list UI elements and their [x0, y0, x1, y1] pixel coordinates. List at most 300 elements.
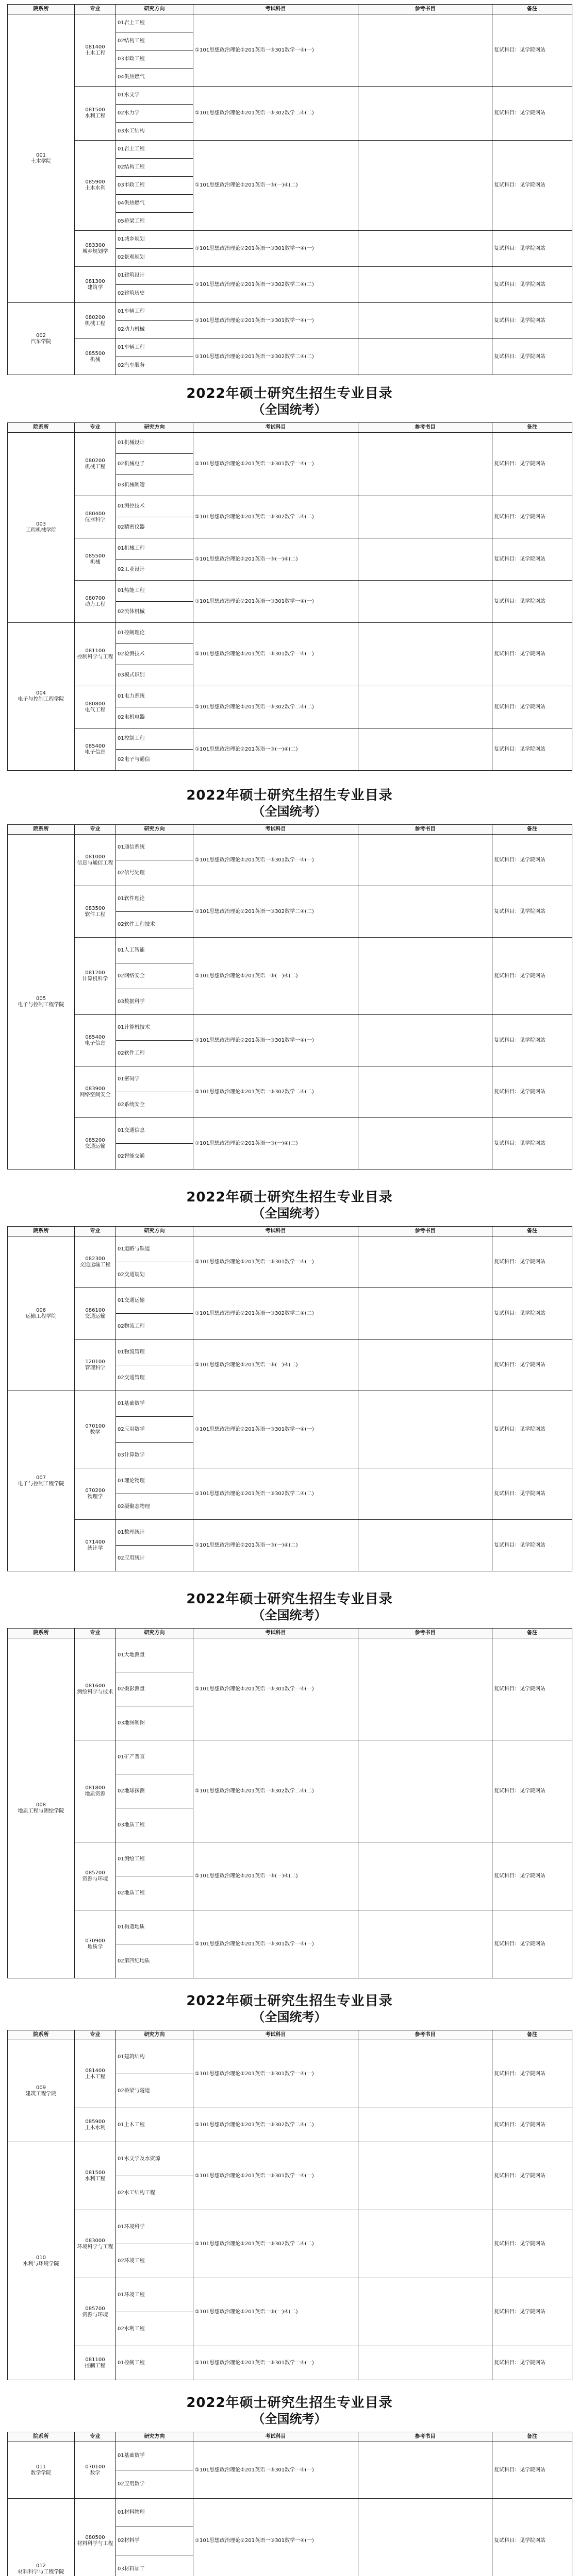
major-cell: 080200 机械工程	[75, 303, 116, 339]
direction-cell: 01测绘工程	[116, 1842, 193, 1876]
major-cell: 070100 数学	[75, 2442, 116, 2499]
reference-cell	[358, 538, 492, 581]
exam-cell: ①101思想政治理论②201英语一③(一)④(二)	[193, 141, 358, 231]
direction-cell: 01测控技术	[116, 496, 193, 517]
direction-cell: 02电机电器	[116, 707, 193, 728]
note-cell: 复试科目：见学院网站	[492, 1638, 572, 1740]
dept-cell: 010 水利与环境学院	[8, 2142, 75, 2380]
major-cell: 081400 土木工程	[75, 2040, 116, 2108]
page-subtitle: （全国统考）	[252, 1608, 327, 1622]
reference-cell	[358, 2442, 492, 2499]
table-row	[8, 433, 572, 454]
major-cell: 120100 管理科学	[75, 1340, 116, 1391]
table-row	[8, 267, 572, 285]
column-header: 专业	[75, 1629, 116, 1638]
major-cell: 085700 资源与环境	[75, 2278, 116, 2346]
exam-cell: ①101思想政治理论②201英语一③(一)④(二)	[193, 1842, 358, 1910]
table-row	[8, 1468, 572, 1494]
direction-cell: 01控制工程	[116, 2346, 193, 2380]
direction-cell: 03市政工程	[116, 177, 193, 195]
catalog-table	[7, 1628, 572, 1978]
column-header: 备注	[492, 5, 572, 14]
dept-cell: 004 电子与控制工程学院	[8, 623, 75, 771]
column-header: 院系所	[8, 2432, 75, 2442]
direction-cell: 01控制理论	[116, 623, 193, 644]
direction-cell: 02应用数学	[116, 1417, 193, 1443]
column-header: 院系所	[8, 423, 75, 433]
dept-cell: 006 运输工程学院	[8, 1236, 75, 1391]
direction-cell: 02交通规划	[116, 1262, 193, 1288]
table-row	[8, 1015, 572, 1041]
note-cell: 复试科目：见学院网站	[492, 303, 572, 339]
direction-cell: 03地图制图	[116, 1706, 193, 1740]
major-cell: 071400 统计学	[75, 1520, 116, 1571]
table-row	[8, 2499, 572, 2527]
direction-cell: 01岩土工程	[116, 14, 193, 32]
column-header: 研究方向	[116, 2030, 193, 2040]
exam-cell: ①101思想政治理论②201英语一③302数学二④(二)	[193, 2108, 358, 2142]
direction-cell: 03水工结构	[116, 123, 193, 141]
direction-cell: 01机械工程	[116, 538, 193, 560]
exam-cell: ①101思想政治理论②201英语一③301数学一④(一)	[193, 2499, 358, 2576]
direction-cell: 02结构工程	[116, 159, 193, 177]
major-cell: 085900 土木水利	[75, 141, 116, 231]
note-cell: 复试科目：见学院网站	[492, 728, 572, 771]
direction-cell: 01矿产普查	[116, 1740, 193, 1774]
table-row	[8, 231, 572, 249]
table-row	[8, 2442, 572, 2470]
direction-cell: 02地质工程	[116, 1876, 193, 1910]
direction-cell: 02景观规划	[116, 249, 193, 267]
major-cell: 085900 土木水利	[75, 2108, 116, 2142]
column-header: 参考书目	[358, 2432, 492, 2442]
table-row	[8, 2142, 572, 2176]
reference-cell	[358, 496, 492, 538]
direction-cell: 02交通管理	[116, 1365, 193, 1391]
exam-cell: ①101思想政治理论②201英语一③302数学二④(二)	[193, 339, 358, 375]
column-header: 参考书目	[358, 2030, 492, 2040]
major-cell: 085500 机械	[75, 538, 116, 581]
major-cell: 080500 材料科学与工程	[75, 2499, 116, 2576]
reference-cell	[358, 1740, 492, 1842]
direction-cell: 03模式识别	[116, 665, 193, 686]
table-row	[8, 581, 572, 602]
direction-cell: 01电力系统	[116, 686, 193, 707]
exam-cell: ①101思想政治理论②201英语一③(一)④(二)	[193, 938, 358, 1015]
exam-cell: ①101思想政治理论②201英语一③301数学一④(一)	[193, 2040, 358, 2108]
note-cell: 复试科目：见学院网站	[492, 686, 572, 728]
direction-cell: 02水力学	[116, 105, 193, 123]
note-cell: 复试科目：见学院网站	[492, 87, 572, 141]
direction-cell: 02摄影测量	[116, 1672, 193, 1706]
direction-cell: 01材料物理	[116, 2499, 193, 2527]
note-cell: 复试科目：见学院网站	[492, 581, 572, 623]
exam-cell: ①101思想政治理论②201英语一③301数学一④(一)	[193, 835, 358, 886]
direction-cell: 01环境科学	[116, 2210, 193, 2244]
column-header: 参考书目	[358, 1629, 492, 1638]
table-header-row	[8, 423, 572, 433]
note-cell: 复试科目：见学院网站	[492, 1910, 572, 1978]
reference-cell	[358, 1118, 492, 1170]
major-cell: 083000 环境科学与工程	[75, 2210, 116, 2278]
direction-cell: 01控制工程	[116, 728, 193, 750]
reference-cell	[358, 303, 492, 339]
direction-cell: 01大地测量	[116, 1638, 193, 1672]
direction-cell: 01环境工程	[116, 2278, 193, 2312]
major-cell: 081600 测绘科学与技术	[75, 1638, 116, 1740]
table-row	[8, 2346, 572, 2380]
column-header: 参考书目	[358, 1227, 492, 1236]
exam-cell: ①101思想政治理论②201英语一③302数学二④(二)	[193, 1740, 358, 1842]
table-row	[8, 686, 572, 707]
major-cell: 070100 数学	[75, 1391, 116, 1468]
direction-cell: 02应用统计	[116, 1546, 193, 1571]
column-header: 研究方向	[116, 423, 193, 433]
reference-cell	[358, 1066, 492, 1118]
page-subtitle: （全国统考）	[252, 804, 327, 819]
column-header: 考试科目	[193, 2432, 358, 2442]
reference-cell	[358, 1520, 492, 1571]
direction-cell: 02精密仪器	[116, 517, 193, 538]
note-cell: 复试科目：见学院网站	[492, 1842, 572, 1910]
reference-cell	[358, 686, 492, 728]
note-cell: 复试科目：见学院网站	[492, 1288, 572, 1340]
direction-cell: 02第四纪地质	[116, 1944, 193, 1978]
dept-cell: 005 电子与控制工程学院	[8, 835, 75, 1170]
note-cell: 复试科目：见学院网站	[492, 2499, 572, 2576]
column-header: 备注	[492, 1629, 572, 1638]
note-cell: 复试科目：见学院网站	[492, 267, 572, 303]
reference-cell	[358, 581, 492, 623]
direction-cell: 03市政工程	[116, 50, 193, 69]
direction-cell: 02物流工程	[116, 1314, 193, 1340]
column-header: 专业	[75, 5, 116, 14]
exam-cell: ①101思想政治理论②201英语一③302数学二④(二)	[193, 496, 358, 538]
direction-cell: 01机械设计	[116, 433, 193, 454]
major-cell: 085400 电子信息	[75, 728, 116, 771]
dept-cell: 008 地质工程与测绘学院	[8, 1638, 75, 1978]
column-header: 院系所	[8, 1227, 75, 1236]
direction-cell: 01热能工程	[116, 581, 193, 602]
column-header: 考试科目	[193, 5, 358, 14]
page-subtitle: （全国统考）	[252, 402, 327, 417]
direction-cell: 02系统安全	[116, 1092, 193, 1118]
direction-cell: 01交通运输	[116, 1288, 193, 1314]
table-row	[8, 141, 572, 159]
column-header: 专业	[75, 2030, 116, 2040]
direction-cell: 01岩土工程	[116, 141, 193, 159]
exam-cell: ①101思想政治理论②201英语一③(一)④(二)	[193, 538, 358, 581]
table-row	[8, 1340, 572, 1365]
column-header: 院系所	[8, 2030, 75, 2040]
column-header: 备注	[492, 1227, 572, 1236]
column-header: 院系所	[8, 5, 75, 14]
note-cell: 复试科目：见学院网站	[492, 1740, 572, 1842]
table-row	[8, 2210, 572, 2244]
reference-cell	[358, 2040, 492, 2108]
direction-cell: 02材料学	[116, 2527, 193, 2555]
reference-cell	[358, 938, 492, 1015]
major-cell: 083300 城乡规划学	[75, 231, 116, 267]
column-header: 参考书目	[358, 5, 492, 14]
direction-cell: 01基础数学	[116, 1391, 193, 1417]
exam-cell: ①101思想政治理论②201英语一③(一)④(二)	[193, 1340, 358, 1391]
dept-cell: 002 汽车学院	[8, 303, 75, 375]
column-header: 考试科目	[193, 2030, 358, 2040]
direction-cell: 01人工智能	[116, 938, 193, 963]
exam-cell: ①101思想政治理论②201英语一③(一)④(二)	[193, 1520, 358, 1571]
exam-cell: ①101思想政治理论②201英语一③301数学一④(一)	[193, 2442, 358, 2499]
reference-cell	[358, 141, 492, 231]
page-title: 2022年硕士研究生招生专业目录	[186, 386, 393, 401]
dept-cell: 001 土木学院	[8, 14, 75, 303]
major-cell: 081800 地质资源	[75, 1740, 116, 1842]
note-cell: 复试科目：见学院网站	[492, 1236, 572, 1288]
table-row	[8, 1910, 572, 1944]
catalog-page	[0, 1185, 579, 1582]
page-subtitle: （全国统考）	[252, 1206, 327, 1221]
note-cell: 复试科目：见学院网站	[492, 2040, 572, 2108]
direction-cell: 01通信系统	[116, 835, 193, 860]
exam-cell: ①101思想政治理论②201英语一③301数学一④(一)	[193, 1638, 358, 1740]
table-row	[8, 2108, 572, 2142]
major-cell: 081000 信息与通信工程	[75, 835, 116, 886]
note-cell: 复试科目：见学院网站	[492, 1066, 572, 1118]
direction-cell: 02动力机械	[116, 321, 193, 339]
exam-cell: ①101思想政治理论②201英语一③301数学一④(一)	[193, 1015, 358, 1066]
table-row	[8, 938, 572, 963]
direction-cell: 05桥梁工程	[116, 213, 193, 231]
major-cell: 070200 物理学	[75, 1468, 116, 1520]
catalog-page	[0, 2391, 579, 2576]
direction-cell: 01基础数学	[116, 2442, 193, 2470]
note-cell: 复试科目：见学院网站	[492, 1118, 572, 1170]
direction-cell: 03机械制造	[116, 475, 193, 496]
note-cell: 复试科目：见学院网站	[492, 2442, 572, 2499]
exam-cell: ①101思想政治理论②201英语一③301数学一④(一)	[193, 1391, 358, 1468]
reference-cell	[358, 2108, 492, 2142]
direction-cell: 03数据科学	[116, 989, 193, 1015]
exam-cell: ①101思想政治理论②201英语一③301数学一④(一)	[193, 581, 358, 623]
column-header: 研究方向	[116, 5, 193, 14]
table-row	[8, 2278, 572, 2312]
direction-cell: 01道路与铁道	[116, 1236, 193, 1262]
reference-cell	[358, 2278, 492, 2346]
note-cell: 复试科目：见学院网站	[492, 938, 572, 1015]
direction-cell: 02检测技术	[116, 644, 193, 665]
direction-cell: 02电子与通信	[116, 750, 193, 771]
note-cell: 复试科目：见学院网站	[492, 2210, 572, 2278]
direction-cell: 02桥梁与隧道	[116, 2074, 193, 2108]
table-row	[8, 1740, 572, 1774]
direction-cell: 01车辆工程	[116, 339, 193, 357]
exam-cell: ①101思想政治理论②201英语一③302数学二④(二)	[193, 686, 358, 728]
direction-cell: 04供热燃气	[116, 195, 193, 213]
major-cell: 083900 网络空间安全	[75, 1066, 116, 1118]
column-header: 专业	[75, 2432, 116, 2442]
exam-cell: ①101思想政治理论②201英语一③302数学二④(二)	[193, 1468, 358, 1520]
table-row	[8, 1118, 572, 1144]
column-header: 备注	[492, 825, 572, 835]
table-header-row	[8, 1629, 572, 1638]
direction-cell: 02环境工程	[116, 2244, 193, 2278]
note-cell: 复试科目：见学院网站	[492, 1340, 572, 1391]
exam-cell: ①101思想政治理论②201英语一③(一)④(二)	[193, 2278, 358, 2346]
note-cell: 复试科目：见学院网站	[492, 14, 572, 87]
direction-cell: 02智能交通	[116, 1144, 193, 1170]
direction-cell: 01城乡规划	[116, 231, 193, 249]
note-cell: 复试科目：见学院网站	[492, 1015, 572, 1066]
exam-cell: ①101思想政治理论②201英语一③301数学一④(一)	[193, 433, 358, 496]
catalog-table	[7, 2432, 572, 2576]
reference-cell	[358, 267, 492, 303]
table-row	[8, 1288, 572, 1314]
exam-cell: ①101思想政治理论②201英语一③302数学二④(二)	[193, 1066, 358, 1118]
column-header: 专业	[75, 825, 116, 835]
table-row	[8, 1638, 572, 1672]
direction-cell: 01水文学及水资源	[116, 2142, 193, 2176]
table-row	[8, 1520, 572, 1546]
exam-cell: ①101思想政治理论②201英语一③302数学二④(二)	[193, 267, 358, 303]
reference-cell	[358, 2210, 492, 2278]
note-cell: 复试科目：见学院网站	[492, 1391, 572, 1468]
reference-cell	[358, 2142, 492, 2210]
catalog-table	[7, 4, 572, 375]
table-row	[8, 303, 572, 321]
exam-cell: ①101思想政治理论②201英语一③301数学一④(一)	[193, 2142, 358, 2210]
reference-cell	[358, 433, 492, 496]
reference-cell	[358, 1288, 492, 1340]
catalog-page	[0, 0, 579, 376]
table-row	[8, 538, 572, 560]
table-header-row	[8, 1227, 572, 1236]
exam-cell: ①101思想政治理论②201英语一③301数学一④(一)	[193, 231, 358, 267]
exam-cell: ①101思想政治理论②201英语一③301数学一④(一)	[193, 2346, 358, 2380]
major-cell: 081100 控制工程	[75, 2346, 116, 2380]
note-cell: 复试科目：见学院网站	[492, 886, 572, 938]
direction-cell: 01交通信息	[116, 1118, 193, 1144]
dept-cell: 007 电子与控制工程学院	[8, 1391, 75, 1571]
column-header: 院系所	[8, 825, 75, 835]
page-subtitle: （全国统考）	[252, 2412, 327, 2426]
reference-cell	[358, 231, 492, 267]
reference-cell	[358, 623, 492, 686]
note-cell: 复试科目：见学院网站	[492, 339, 572, 375]
note-cell: 复试科目：见学院网站	[492, 538, 572, 581]
dept-cell: 012 材料科学与工程学院	[8, 2499, 75, 2576]
table-header-row	[8, 2432, 572, 2442]
column-header: 研究方向	[116, 1629, 193, 1638]
direction-cell: 01构造地质	[116, 1910, 193, 1944]
direction-cell: 02应用数学	[116, 2470, 193, 2499]
direction-cell: 02流体机械	[116, 602, 193, 623]
direction-cell: 02水利工程	[116, 2312, 193, 2346]
direction-cell: 01物流管理	[116, 1340, 193, 1365]
column-header: 研究方向	[116, 2432, 193, 2442]
table-header-row	[8, 5, 572, 14]
table-row	[8, 1391, 572, 1417]
direction-cell: 02软件工程	[116, 1041, 193, 1066]
table-row	[8, 14, 572, 32]
note-cell: 复试科目：见学院网站	[492, 835, 572, 886]
direction-cell: 01土木工程	[116, 2108, 193, 2142]
major-cell: 080200 机械工程	[75, 433, 116, 496]
note-cell: 复试科目：见学院网站	[492, 623, 572, 686]
direction-cell: 02水工结构工程	[116, 2176, 193, 2210]
page-title: 2022年硕士研究生招生专业目录	[186, 1993, 393, 2009]
table-row	[8, 886, 572, 912]
note-cell: 复试科目：见学院网站	[492, 2142, 572, 2210]
column-header: 研究方向	[116, 1227, 193, 1236]
reference-cell	[358, 339, 492, 375]
table-header-row	[8, 825, 572, 835]
major-cell: 085400 电子信息	[75, 1015, 116, 1066]
reference-cell	[358, 87, 492, 141]
table-row	[8, 2040, 572, 2074]
major-cell: 081300 建筑学	[75, 267, 116, 303]
exam-cell: ①101思想政治理论②201英语一③(一)④(二)	[193, 728, 358, 771]
column-header: 院系所	[8, 1629, 75, 1638]
column-header: 考试科目	[193, 825, 358, 835]
reference-cell	[358, 728, 492, 771]
major-cell: 085500 机械	[75, 339, 116, 375]
column-header: 备注	[492, 423, 572, 433]
column-header: 考试科目	[193, 1227, 358, 1236]
direction-cell: 01计算机技术	[116, 1015, 193, 1041]
note-cell: 复试科目：见学院网站	[492, 433, 572, 496]
exam-cell: ①101思想政治理论②201英语一③301数学一④(一)	[193, 1236, 358, 1288]
note-cell: 复试科目：见学院网站	[492, 141, 572, 231]
exam-cell: ①101思想政治理论②201英语一③302数学二④(二)	[193, 87, 358, 141]
direction-cell: 03地质工程	[116, 1808, 193, 1842]
table-row	[8, 496, 572, 517]
direction-cell: 02地球探测	[116, 1774, 193, 1808]
major-cell: 083500 软件工程	[75, 886, 116, 938]
catalog-table	[7, 1226, 572, 1571]
table-row	[8, 728, 572, 750]
catalog-page	[0, 381, 579, 778]
table-header-row	[8, 2030, 572, 2040]
reference-cell	[358, 835, 492, 886]
table-row	[8, 1842, 572, 1876]
column-header: 备注	[492, 2432, 572, 2442]
note-cell: 复试科目：见学院网站	[492, 2108, 572, 2142]
table-row	[8, 1066, 572, 1092]
direction-cell: 01数理统计	[116, 1520, 193, 1546]
reference-cell	[358, 1842, 492, 1910]
catalog-page	[0, 1587, 579, 1984]
note-cell: 复试科目：见学院网站	[492, 1520, 572, 1571]
direction-cell: 01理论物理	[116, 1468, 193, 1494]
column-header: 参考书目	[358, 825, 492, 835]
reference-cell	[358, 1015, 492, 1066]
major-cell: 085200 交通运输	[75, 1118, 116, 1170]
major-cell: 070900 地质学	[75, 1910, 116, 1978]
major-cell: 081400 土木工程	[75, 14, 116, 87]
direction-cell: 02结构工程	[116, 32, 193, 50]
exam-cell: ①101思想政治理论②201英语一③(一)④(二)	[193, 1118, 358, 1170]
reference-cell	[358, 1910, 492, 1978]
reference-cell	[358, 1468, 492, 1520]
direction-cell: 01密码学	[116, 1066, 193, 1092]
catalog-page	[0, 1989, 579, 2385]
direction-cell: 03材料加工	[116, 2555, 193, 2576]
column-header: 参考书目	[358, 423, 492, 433]
direction-cell: 01车辆工程	[116, 303, 193, 321]
direction-cell: 02信号处理	[116, 860, 193, 886]
column-header: 备注	[492, 2030, 572, 2040]
direction-cell: 04供热燃气	[116, 69, 193, 87]
